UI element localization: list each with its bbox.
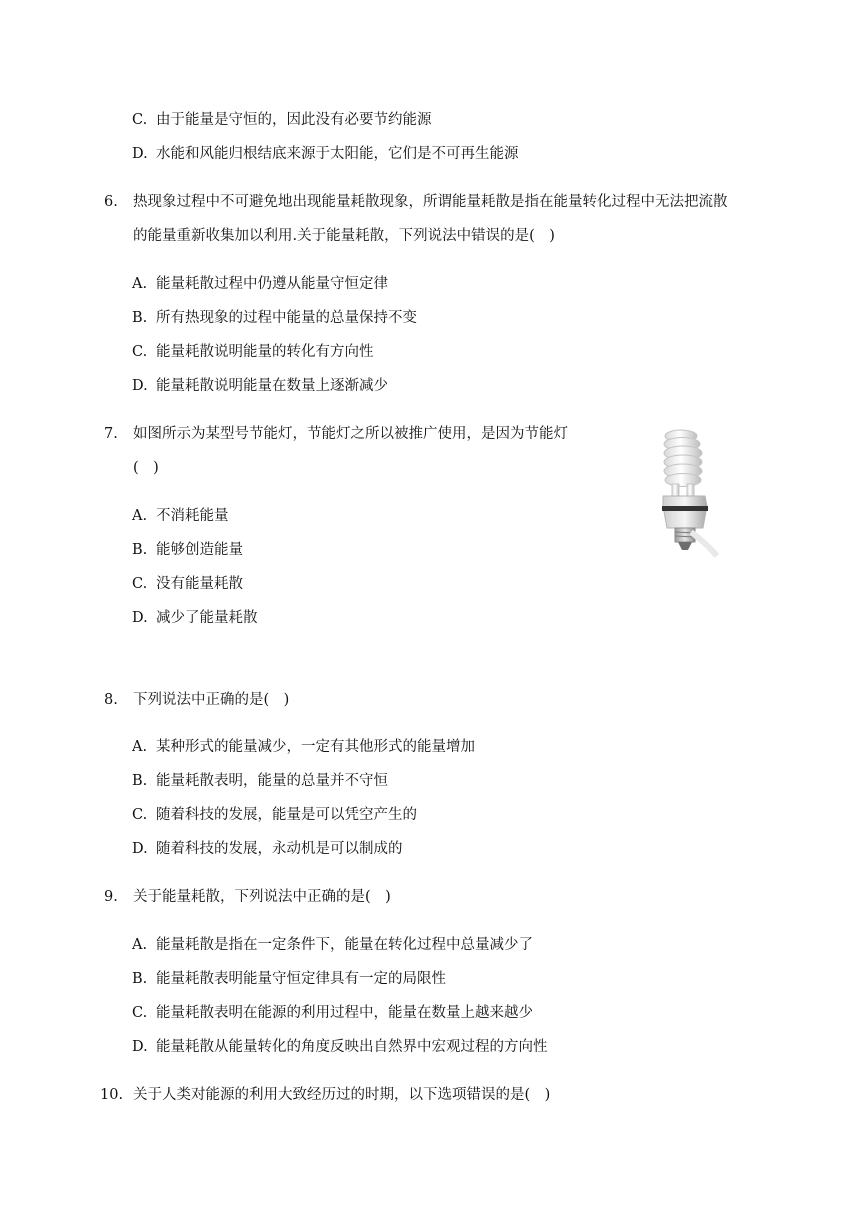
option-c: C. 随着科技的发展，能量是可以凭空产生的 — [132, 807, 417, 823]
question-number: 7. — [104, 426, 118, 442]
energy-saving-bulb-icon — [645, 424, 725, 564]
option-a: A. 某种形式的能量减少，一定有其他形式的能量增加 — [132, 739, 475, 755]
question-number: 8. — [104, 692, 118, 708]
option-c: C. 由于能量是守恒的，因此没有必要节约能源 — [132, 112, 432, 128]
option-d: D. 减少了能量耗散 — [132, 610, 258, 626]
option-c: C. 没有能量耗散 — [132, 576, 243, 592]
option-a: A. 能量耗散是指在一定条件下，能量在转化过程中总量减少了 — [132, 937, 533, 953]
option-b: B. 能量耗散表明，能量的总量并不守恒 — [132, 773, 388, 789]
question-text-line: ( ) — [133, 460, 159, 476]
question-text-line: 下列说法中正确的是( ) — [133, 692, 290, 708]
option-a: A. 不消耗能量 — [132, 508, 229, 524]
option-b: B. 能够创造能量 — [132, 542, 243, 558]
question-text-line: 关于能量耗散，下列说法中正确的是( ) — [133, 889, 391, 905]
question-text-line: 关于人类对能源的利用大致经历过的时期，以下选项错误的是( ) — [133, 1087, 551, 1103]
option-d: D. 能量耗散说明能量在数量上逐渐减少 — [132, 378, 388, 394]
option-d: D. 水能和风能归根结底来源于太阳能，它们是不可再生能源 — [132, 146, 519, 162]
question-number: 10. — [100, 1087, 124, 1103]
option-c: C. 能量耗散表明在能源的利用过程中，能量在数量上越来越少 — [132, 1005, 533, 1021]
option-d: D. 随着科技的发展，永动机是可以制成的 — [132, 841, 403, 857]
option-d: D. 能量耗散从能量转化的角度反映出自然界中宏观过程的方向性 — [132, 1039, 548, 1055]
question-number: 9. — [104, 889, 118, 905]
question-text-line: 如图所示为某型号节能灯，节能灯之所以被推广使用，是因为节能灯 — [133, 426, 568, 442]
option-c: C. 能量耗散说明能量的转化有方向性 — [132, 344, 374, 360]
question-text-line: 的能量重新收集加以利用.关于能量耗散，下列说法中错误的是( ) — [133, 228, 555, 244]
option-a: A. 能量耗散过程中仍遵从能量守恒定律 — [132, 276, 388, 292]
question-number: 6. — [104, 194, 118, 210]
option-b: B. 能量耗散表明能量守恒定律具有一定的局限性 — [132, 971, 446, 987]
question-text-line: 热现象过程中不可避免地出现能量耗散现象，所谓能量耗散是指在能量转化过程中无法把流散 — [133, 194, 728, 210]
option-b: B. 所有热现象的过程中能量的总量保持不变 — [132, 310, 417, 326]
